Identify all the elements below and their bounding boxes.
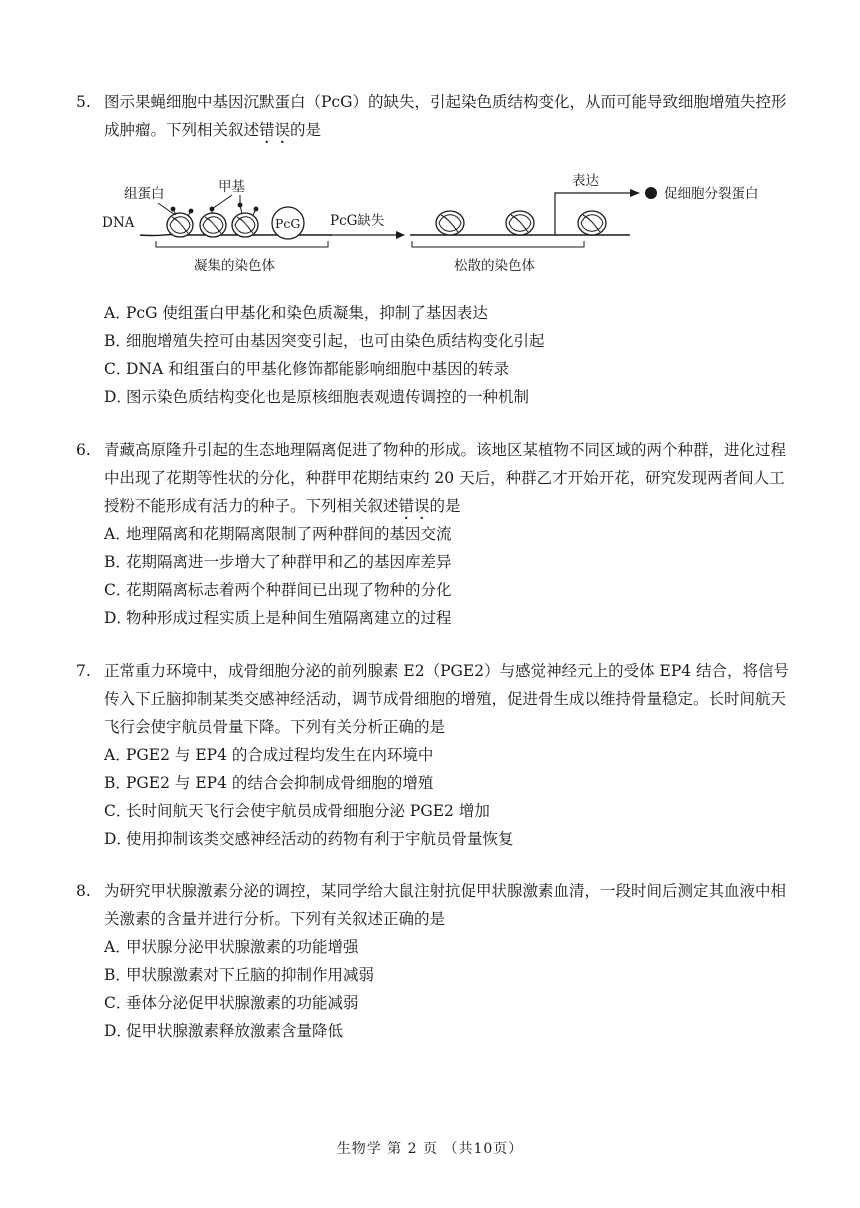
bracket-right [412, 241, 584, 247]
option-text: PcG 使组蛋白甲基化和染色质凝集，抑制了基因表达 [126, 304, 488, 322]
label-pcg: PcG [275, 216, 301, 231]
question-number: 7. [76, 662, 91, 680]
option-c[interactable] [104, 355, 796, 383]
option-letter: D． [104, 388, 132, 406]
option-text: 物种形成过程实质上是种间生殖隔离建立的过程 [126, 609, 452, 627]
option-a[interactable] [104, 933, 796, 961]
option-d[interactable] [104, 604, 796, 632]
option-letter: B． [104, 774, 131, 792]
option-letter: A． [104, 746, 131, 764]
option-c[interactable] [104, 576, 796, 604]
option-letter: D． [104, 1022, 132, 1040]
option-text: 花期隔离标志着两个种群间已出现了物种的分化 [126, 581, 452, 599]
option-a[interactable] [104, 741, 796, 769]
emphasis-char: 错 [259, 121, 275, 139]
question-stem [76, 436, 796, 520]
option-text: PGE2 与 EP4 的合成过程均发生在内环境中 [126, 746, 434, 764]
question-5-options [76, 299, 796, 411]
option-text: 细胞增殖失控可由基因突变引起，也可由染色质结构变化引起 [126, 332, 545, 350]
option-text: 地理隔离和花期隔离限制了两种群间的基因交流 [126, 525, 452, 543]
option-list [76, 741, 796, 853]
option-list [76, 520, 796, 632]
nucleosome-icon [232, 203, 258, 237]
label-expression: 表达 [572, 173, 599, 189]
emphasis-char: 误 [414, 497, 430, 515]
label-pcg-loss: PcG缺失 [330, 213, 385, 229]
stem-text: 图示果蝇细胞中基因沉默蛋白（PcG）的缺失，引起染色质结构变化，从而可能导致细胞增殖失控形成肿瘤。下列相关叙述 [104, 93, 787, 139]
chromatin-svg [100, 165, 800, 290]
nucleosome-icon [436, 211, 464, 235]
option-b[interactable] [104, 769, 796, 797]
option-text: PGE2 与 EP4 的结合会抑制成骨细胞的增殖 [126, 774, 434, 792]
option-letter: B． [104, 553, 131, 571]
emphasis-char: 误 [274, 121, 291, 139]
stem-text: 青藏高原隆升引起的生态地理隔离促进了物种的形成。该地区某植物不同区域的两个种群，进化过程中出现了花期等性状的分化，种群甲花期结束约 20 天后，种群乙才开始开花，研究发现两者间人工授粉不能形成有活力的种子。下列相关叙述 [104, 441, 787, 515]
option-b[interactable] [104, 327, 796, 355]
option-list [76, 933, 796, 1045]
option-letter: C． [104, 802, 132, 820]
methyl-pointer [212, 195, 232, 209]
option-d[interactable] [104, 1017, 796, 1045]
protein-dot-icon [645, 187, 657, 199]
question-5 [76, 88, 796, 144]
option-d[interactable] [104, 825, 796, 853]
option-letter: A． [104, 938, 131, 956]
question-number: 6. [76, 441, 91, 459]
label-dna: DNA [102, 215, 135, 231]
option-b[interactable] [104, 548, 796, 576]
nucleosome-icon [167, 207, 193, 237]
option-text: 长时间航天飞行会使宇航员成骨细胞分泌 PGE2 增加 [126, 802, 490, 820]
option-d[interactable] [104, 383, 796, 411]
option-letter: C． [104, 360, 132, 378]
option-letter: C． [104, 581, 132, 599]
nucleosome-icon [578, 211, 606, 235]
question-7 [76, 657, 796, 853]
option-letter: D． [104, 830, 132, 848]
option-letter: B． [104, 966, 131, 984]
question-8 [76, 877, 796, 1045]
option-letter: A． [104, 525, 131, 543]
emphasis-char: 错 [398, 497, 415, 515]
question-number: 8. [76, 882, 91, 900]
bracket-left [156, 241, 328, 247]
option-text: 促甲状腺激素释放激素含量降低 [126, 1022, 344, 1040]
option-letter: D． [104, 609, 132, 627]
option-text: 使用抑制该类交感神经活动的药物有利于宇航员骨量恢复 [126, 830, 514, 848]
question-stem [76, 88, 796, 144]
question-stem [76, 657, 796, 741]
option-list [76, 299, 796, 411]
option-a[interactable] [104, 299, 796, 327]
stem-text: 正常重力环境中，成骨细胞分泌的前列腺素 E2（PGE2）与感觉神经元上的受体 EP4 结合，将信号传入下丘脑抑制某类交感神经活动，调节成骨细胞的增殖，促进骨生成以维持骨量稳定。长时间航天飞行会使宇航员骨量下降。下列有关分析正确的是 [104, 662, 790, 736]
option-letter: C． [104, 994, 132, 1012]
stem-text: 的是 [429, 497, 461, 515]
option-text: 花期隔离进一步增大了种群甲和乙的基因库差异 [126, 553, 452, 571]
option-text: 甲状腺激素对下丘脑的抑制作用减弱 [126, 966, 375, 984]
label-histone: 组蛋白 [124, 186, 165, 202]
nucleosome-icon [506, 211, 534, 235]
label-protein: 促细胞分裂蛋白 [664, 186, 759, 202]
option-c[interactable] [104, 989, 796, 1017]
label-loose: 松散的染色体 [454, 258, 535, 274]
label-condensed: 凝集的染色体 [194, 258, 275, 274]
option-text: 垂体分泌促甲状腺激素的功能减弱 [126, 994, 359, 1012]
stem-text: 的是 [290, 121, 322, 139]
option-text: 甲状腺分泌甲状腺激素的功能增强 [126, 938, 359, 956]
option-text: 图示染色质结构变化也是原核细胞表观遗传调控的一种机制 [126, 388, 530, 406]
option-letter: A． [104, 304, 131, 322]
option-c[interactable] [104, 797, 796, 825]
option-a[interactable] [104, 520, 796, 548]
dna-strand-left [140, 234, 332, 235]
nucleosome-icon [200, 207, 226, 237]
arrow-head-icon [630, 189, 640, 197]
question-6 [76, 436, 796, 632]
page-footer: 生物学 第 2 页 （共10页） [336, 1141, 524, 1157]
stem-text: 为研究甲状腺激素分泌的调控，某同学给大鼠注射抗促甲状腺激素血清，一段时间后测定其血液中相关激素的含量并进行分析。下列有关叙述正确的是 [104, 882, 787, 928]
option-letter: B． [104, 332, 131, 350]
arrow-head-icon [396, 231, 405, 239]
label-methyl: 甲基 [218, 179, 245, 195]
option-text: DNA 和组蛋白的甲基化修饰都能影响细胞中基因的转录 [126, 360, 510, 378]
chromatin-diagram [100, 165, 800, 290]
question-stem [76, 877, 796, 933]
option-b[interactable] [104, 961, 796, 989]
question-number: 5. [76, 93, 91, 111]
